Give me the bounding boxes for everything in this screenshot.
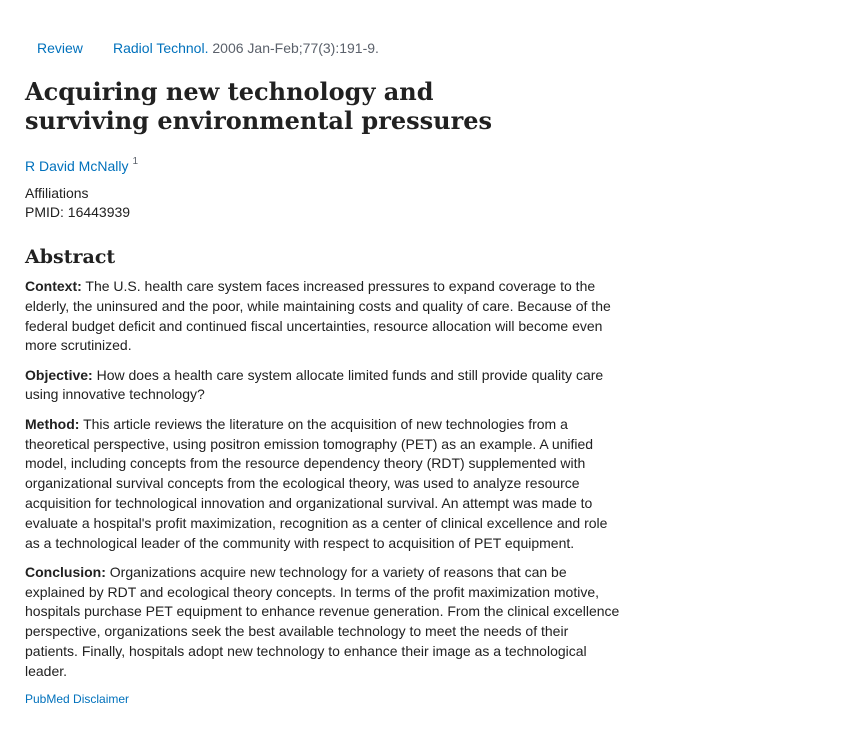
- journal-link[interactable]: Radiol Technol.: [113, 40, 209, 56]
- article-meta: [25, 38, 620, 58]
- author-list: [25, 156, 620, 176]
- article-title: Acquiring new technology and surviving environmental pressures: [25, 77, 493, 135]
- section-label: Context:: [25, 278, 82, 294]
- abstract-section-method: [25, 415, 620, 554]
- section-text: The U.S. health care system faces increased pressures to expand coverage to the elderly, the uninsured and the poor, while maintaining costs and quality of care. Because of the federal budget deficit and continued fiscal uncertainties, resource allocation will become even more scrutinized.: [25, 278, 611, 354]
- section-text: How does a health care system allocate limited funds and still provide quality care using innovative technology?: [25, 366, 604, 403]
- section-label: Method:: [25, 415, 80, 432]
- section-label: Objective:: [25, 366, 93, 383]
- section-label: Conclusion:: [25, 563, 106, 580]
- section-text: This article reviews the literature on the acquisition of new technologies from a theoretical perspective, using positron emission tomography (PET) as an example. A unified model, including concepts from the resource dependency theory (RDT) supplemented with organizational survival concepts from the ecological theory, was used to analyze resource acquisition for technological innovation and organizational survival. An attempt was made to evaluate a hospital's profit maximization, recognition as a center of clinical excellence and role as a technological leader of the community with respect to acquisition of PET equipment.: [25, 415, 608, 551]
- abstract-heading: Abstract: [25, 246, 116, 268]
- pmid: PMID: 16443939: [25, 204, 131, 220]
- author-link[interactable]: R David McNally: [25, 158, 129, 174]
- abstract-section-context: [25, 277, 620, 356]
- article-page: [25, 38, 620, 707]
- abstract-body: [25, 277, 620, 682]
- author-affiliation-ref[interactable]: 1: [132, 156, 139, 167]
- disclaimer: [25, 691, 620, 707]
- pubmed-disclaimer-link[interactable]: PubMed Disclaimer: [25, 692, 130, 707]
- section-text: Organizations acquire new technology for a variety of reasons that can be explained by RDT and ecological theory concepts. In terms of the profit maximization motive, hospitals purchase PET equipment to enhance revenue generation. From the clinical excellence perspective, organizations seek the best available technology to meet the needs of their patients. Finally, hospitals adopt new technology to enhance their image as a technological leader.: [25, 563, 620, 679]
- abstract-section-objective: [25, 366, 620, 406]
- publication-type: Review: [37, 40, 83, 56]
- abstract-section-conclusion: [25, 563, 620, 682]
- citation-details: 2006 Jan-Feb;77(3):191-9.: [212, 40, 379, 56]
- affiliations-toggle[interactable]: Affiliations: [25, 185, 89, 201]
